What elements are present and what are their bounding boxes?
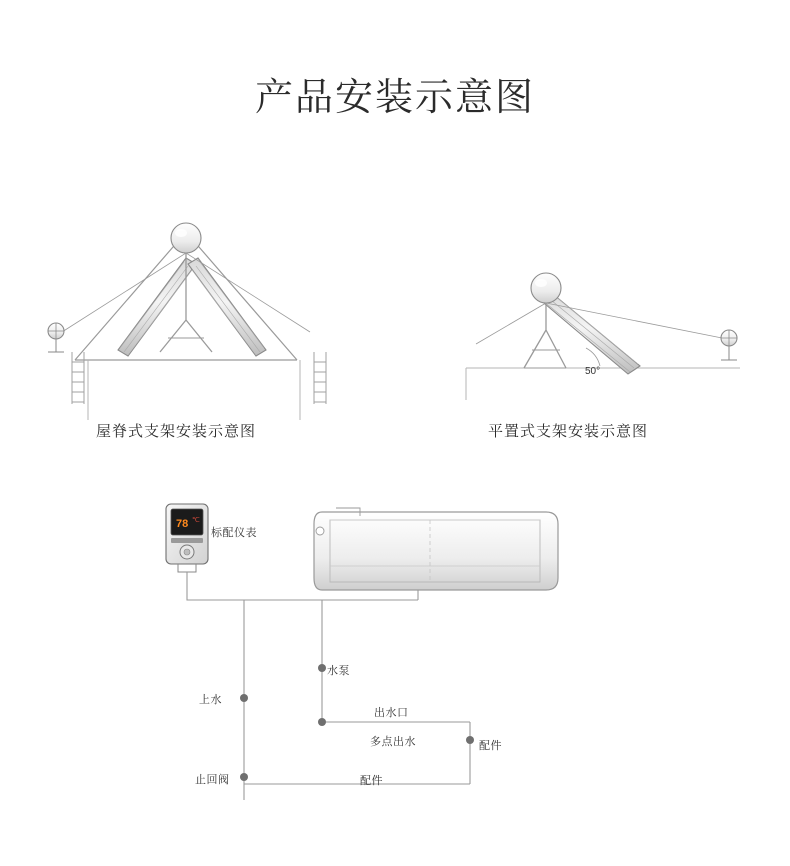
- page-title: 产品安装示意图: [254, 77, 535, 119]
- svg-text:78: 78: [176, 518, 189, 530]
- caption-ridge-mount: 屋脊式支架安装示意图: [96, 423, 257, 440]
- label-accessory-right: 配件: [479, 740, 502, 752]
- label-check-valve: 止回阀: [195, 774, 230, 786]
- angle-annotation: 50°: [585, 366, 601, 377]
- svg-text:℃: ℃: [192, 517, 200, 524]
- label-water-pump: 水泵: [327, 665, 350, 677]
- label-water-inlet: 上水: [199, 694, 222, 706]
- label-multi-point-outlet: 多点出水: [370, 736, 416, 748]
- pipe-network: [187, 572, 470, 800]
- label-water-outlet: 出水口: [374, 707, 409, 719]
- label-accessory-bottom: 配件: [360, 775, 383, 787]
- label-standard-meter: 标配仪表: [211, 527, 257, 539]
- flat-mount-illustration: [466, 273, 740, 400]
- system-schematic: [166, 504, 558, 800]
- ridge-mount-illustration: [48, 223, 326, 420]
- caption-flat-mount: 平置式支架安装示意图: [488, 423, 649, 440]
- tank-body: [314, 508, 558, 590]
- controller-unit: [166, 504, 208, 572]
